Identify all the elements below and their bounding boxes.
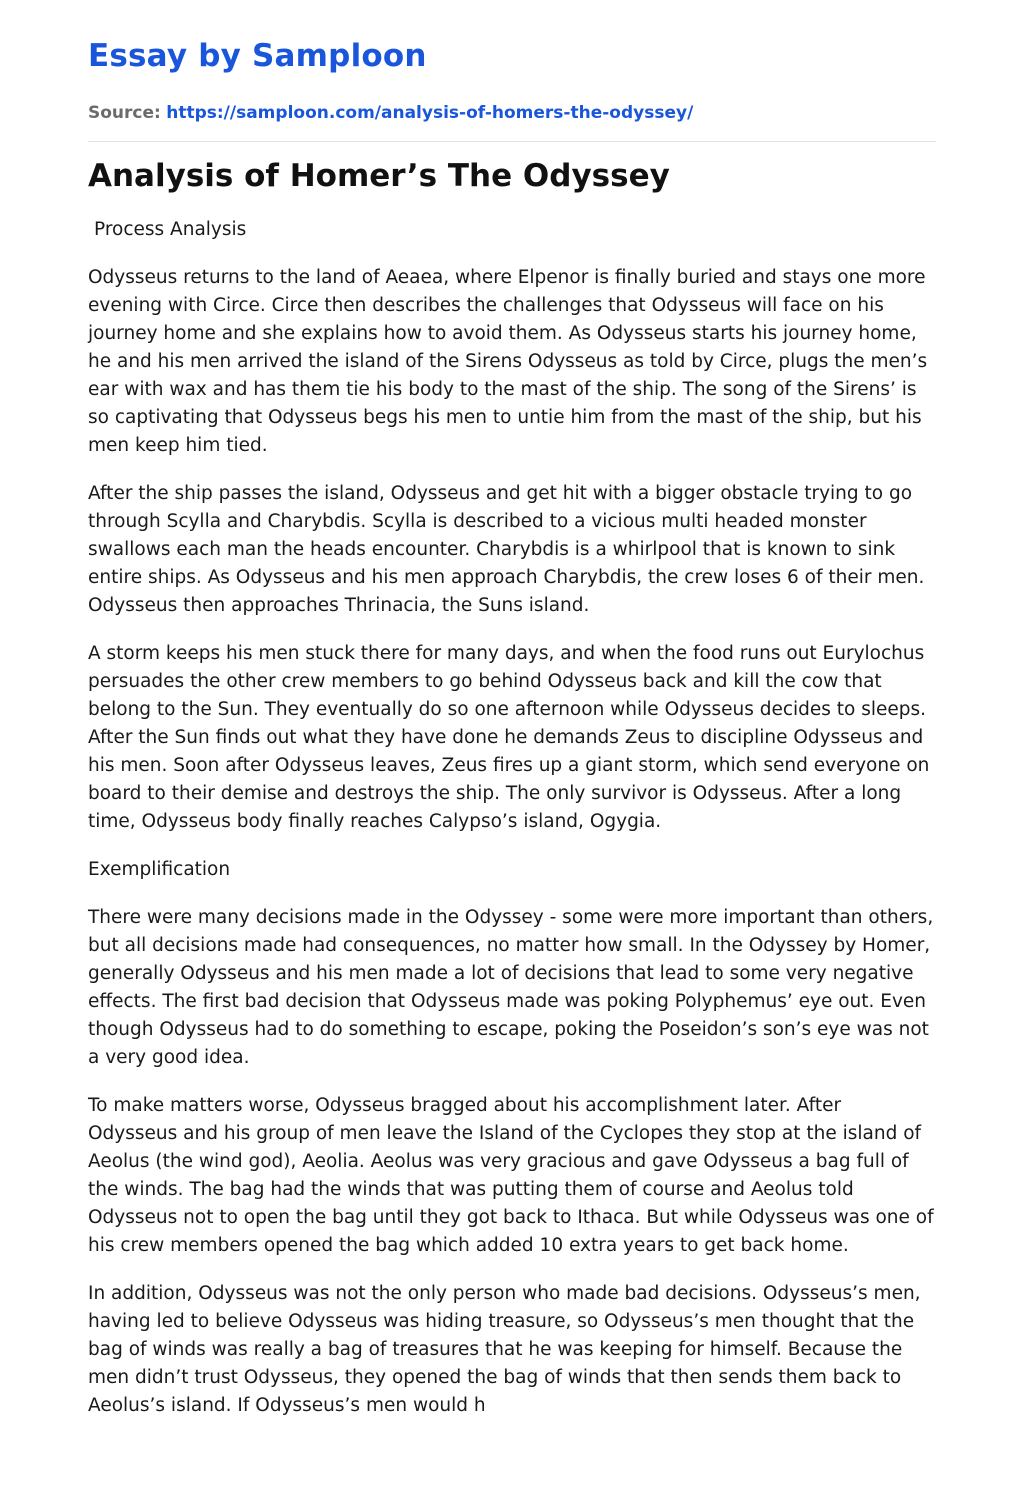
site-brand[interactable]: Essay by Samploon xyxy=(88,38,427,74)
essay-page xyxy=(88,0,936,1420)
paragraph-6: In addition, Odysseus was not the only person who made bad decisions. Odysseus’s men, having led to believe Odysseus was hiding treasure, so Odysseus’s men thought that the bag of winds was really a bag of treasures that he was keeping for himself. Because the men didn’t trust Odysseus, they opened the bag of winds that then sends them back to Aeolus’s island. If Odysseus’s men would h xyxy=(88,1283,921,1416)
paragraph-2: After the ship passes the island, Odysseus and get hit with a bigger obstacle trying to go through Scylla and Charybdis. Scylla is described to a vicious multi headed monster swallows each man the heads encounter. Charybdis is a whirlpool that is known to sink entire ships. As Odysseus and his men approach Charybdis, the crew loses 6 of their men. Odysseus then approaches Thrinacia, the Suns island. xyxy=(88,483,925,616)
source-link[interactable]: https://samploon.com/analysis-of-homers-the-odyssey/ xyxy=(166,103,694,123)
paragraph-3: A storm keeps his men stuck there for many days, and when the food runs out Eurylochus persuades the other crew members to go behind Odysseus back and kill the cow that belong to the Sun. They eventually do so one afternoon while Odysseus decides to sleeps. After the Sun finds out what they have done he demands Zeus to discipline Odysseus and his men. Soon after Odysseus leaves, Zeus fires up a giant storm, which send everyone on board to their demise and destroys the ship. The only survivor is Odysseus. After a long time, Odysseus body finally reaches Calypso’s island, Ogygia. xyxy=(88,643,930,832)
source-label: Source: xyxy=(88,103,161,123)
section-heading-process-analysis: Process Analysis xyxy=(94,219,247,240)
essay-title: Analysis of Homer’s The Odyssey xyxy=(88,158,670,194)
paragraph-4: There were many decisions made in the Odyssey - some were more important than others, but all decisions made had consequences, no matter how small. In the Odyssey by Homer, generally Odysseus and his men made a lot of decisions that lead to some very negative effects. The first bad decision that Odysseus made was poking Polyphemus’ eye out. Even though Odysseus had to do something to escape, poking the Poseidon’s son’s eye was not a very good idea. xyxy=(88,907,934,1068)
source-line xyxy=(88,102,936,124)
paragraph-5: To make matters worse, Odysseus bragged about his accomplishment later. After Odysseus and his group of men leave the Island of the Cyclopes they stop at the island of Aeolus (the wind god), Aeolia. Aeolus was very gracious and gave Odysseus a bag full of the winds. The bag had the winds that was putting them of course and Aeolus told Odysseus not to open the bag until they got back to Ithaca. But while Odysseus was one of his crew members opened the bag which added 10 extra years to get back home. xyxy=(88,1095,934,1256)
section-heading-exemplification: Exemplification xyxy=(88,859,231,880)
header-divider xyxy=(88,141,936,142)
paragraph-1: Odysseus returns to the land of Aeaea, where Elpenor is finally buried and stays one more evening with Circe. Circe then describes the challenges that Odysseus will face on his journey home and she explains how to avoid them. As Odysseus starts his journey home, he and his men arrived the island of the Sirens Odysseus as told by Circe, plugs the men’s ear with wax and has them tie his body to the mast of the ship. The song of the Sirens’ is so captivating that Odysseus begs his men to untie him from the mast of the ship, but his men keep him tied. xyxy=(88,267,928,456)
